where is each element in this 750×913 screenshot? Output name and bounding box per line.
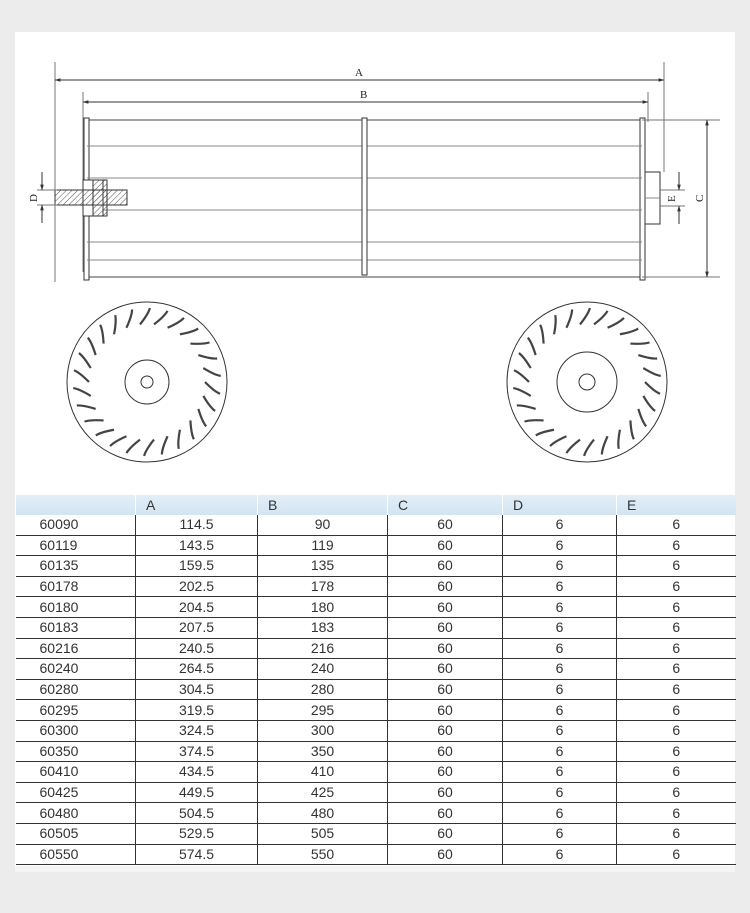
table-cell: 434.5	[136, 762, 258, 783]
impeller-blade	[536, 430, 554, 436]
table-cell: 60	[388, 700, 503, 721]
table-cell: 60	[388, 556, 503, 577]
column-header: E	[617, 495, 736, 515]
impeller-blade	[88, 338, 96, 355]
table-cell: 6	[617, 576, 736, 597]
table-cell: 574.5	[136, 844, 258, 865]
table-cell: 6	[617, 803, 736, 824]
table-cell: 350	[258, 741, 388, 762]
table-cell: 183	[258, 617, 388, 638]
table-cell: 6	[503, 823, 617, 844]
table-cell: 60	[388, 803, 503, 824]
table-cell: 324.5	[136, 720, 258, 741]
table-cell: 6	[617, 741, 736, 762]
table-cell: 216	[258, 638, 388, 659]
table-cell: 6	[617, 720, 736, 741]
table-row	[16, 576, 736, 597]
table-cell: 6	[503, 679, 617, 700]
impeller-blade	[79, 353, 91, 368]
table-cell: 159.5	[136, 556, 258, 577]
table-cell: 60	[388, 535, 503, 556]
table-cell: 6	[617, 659, 736, 680]
table-row	[16, 844, 736, 865]
table-cell: 480	[258, 803, 388, 824]
impeller-blade	[643, 396, 655, 411]
impeller-blade	[96, 430, 114, 436]
table-cell: 374.5	[136, 741, 258, 762]
table-cell: 60240	[16, 659, 136, 680]
impeller-blade	[110, 436, 126, 446]
table-cell: 60280	[16, 679, 136, 700]
impeller-blade	[566, 310, 572, 328]
dimension-b-label: B	[360, 89, 368, 101]
table-cell: 60	[388, 741, 503, 762]
table-cell: 60135	[16, 556, 136, 577]
column-header: C	[388, 495, 503, 515]
table-cell: 135	[258, 556, 388, 577]
table-body	[16, 515, 736, 865]
table-cell: 207.5	[136, 617, 258, 638]
table-cell: 6	[617, 823, 736, 844]
dimension-d	[28, 172, 57, 223]
table-cell: 60183	[16, 617, 136, 638]
table-row	[16, 720, 736, 741]
technical-drawing	[15, 32, 735, 492]
impeller-blade	[554, 315, 556, 334]
table-row	[16, 741, 736, 762]
impeller-blade	[630, 420, 633, 439]
table-cell: 550	[258, 844, 388, 865]
impeller-blade	[203, 368, 220, 376]
impeller-blade	[524, 420, 543, 421]
table-cell: 6	[503, 556, 617, 577]
table-cell: 6	[617, 535, 736, 556]
table-cell: 60119	[16, 535, 136, 556]
dimension-c-label: C	[694, 194, 706, 202]
table-cell: 60550	[16, 844, 136, 865]
table-cell: 264.5	[136, 659, 258, 680]
table-row	[16, 679, 736, 700]
impeller-blade	[517, 405, 536, 409]
impeller-blade	[178, 430, 180, 449]
table-cell: 6	[617, 638, 736, 659]
table-cell: 6	[617, 679, 736, 700]
table-row	[16, 782, 736, 803]
table-cell: 6	[503, 803, 617, 824]
table-cell: 60	[388, 679, 503, 700]
table-cell: 304.5	[136, 679, 258, 700]
table-cell: 60350	[16, 741, 136, 762]
table-cell: 202.5	[136, 576, 258, 597]
impeller-blade	[114, 315, 116, 334]
impeller-bore	[579, 374, 595, 390]
impeller-blade	[638, 355, 657, 359]
table-cell: 6	[503, 535, 617, 556]
impeller-blade	[73, 388, 90, 396]
table-cell: 60	[388, 823, 503, 844]
table-cell: 60180	[16, 597, 136, 618]
dimension-d-label: D	[28, 194, 40, 202]
table-row	[16, 700, 736, 721]
column-header: A	[136, 495, 258, 515]
impeller-blade	[540, 325, 543, 344]
dimension-e	[660, 172, 685, 224]
table-cell: 504.5	[136, 803, 258, 824]
table-cell: 60090	[16, 515, 136, 535]
impeller-blade	[566, 440, 580, 454]
impeller-blade	[198, 409, 206, 426]
impeller-blade	[528, 338, 536, 355]
impeller-blade	[77, 405, 96, 409]
impeller-blade	[168, 318, 184, 328]
bottom-band	[15, 866, 735, 872]
impeller-blade	[190, 342, 209, 343]
impeller-blade	[620, 329, 638, 335]
impeller-blade	[162, 436, 168, 454]
table-cell: 119	[258, 535, 388, 556]
column-header	[16, 495, 136, 515]
table-cell: 178	[258, 576, 388, 597]
table-cell: 6	[617, 782, 736, 803]
table-cell: 6	[617, 515, 736, 535]
impeller-blade	[608, 318, 624, 328]
dimension-e-label: E	[666, 195, 678, 202]
impeller-side-view	[55, 118, 660, 280]
impeller-rim	[67, 302, 227, 462]
table-cell: 319.5	[136, 700, 258, 721]
impeller-blade	[630, 342, 649, 343]
table-cell: 295	[258, 700, 388, 721]
impeller-blade	[594, 311, 608, 325]
table-cell: 6	[503, 617, 617, 638]
table-cell: 6	[503, 700, 617, 721]
impeller-front-view-right	[507, 302, 667, 462]
impeller-blade	[519, 353, 531, 368]
impeller-blade	[100, 325, 103, 344]
table-cell: 6	[617, 556, 736, 577]
impeller-front-view-left	[67, 302, 227, 462]
table-cell: 240.5	[136, 638, 258, 659]
table-cell: 143.5	[136, 535, 258, 556]
impeller-blade	[203, 396, 215, 411]
column-header: D	[503, 495, 617, 515]
table-cell: 60	[388, 782, 503, 803]
table-cell: 6	[503, 638, 617, 659]
table-cell: 60410	[16, 762, 136, 783]
impeller-blade	[190, 420, 193, 439]
table-cell: 6	[503, 597, 617, 618]
impeller-blade	[74, 370, 89, 382]
table-cell: 240	[258, 659, 388, 680]
table-row	[16, 803, 736, 824]
table-cell: 280	[258, 679, 388, 700]
table-cell: 60	[388, 720, 503, 741]
table-cell: 60	[388, 597, 503, 618]
table-cell: 60216	[16, 638, 136, 659]
table-cell: 90	[258, 515, 388, 535]
table-cell: 6	[503, 515, 617, 535]
table-cell: 60	[388, 659, 503, 680]
impeller-hub	[557, 352, 617, 412]
table-header-row	[16, 495, 736, 515]
impeller-blade	[84, 420, 103, 421]
table-cell: 60	[388, 638, 503, 659]
table-cell: 6	[617, 844, 736, 865]
table-cell: 204.5	[136, 597, 258, 618]
impeller-bore	[141, 376, 153, 388]
table-row	[16, 762, 736, 783]
impeller-blade	[205, 382, 220, 394]
table-cell: 6	[503, 782, 617, 803]
impeller-blade	[580, 308, 590, 324]
table-cell: 6	[503, 741, 617, 762]
table-cell: 6	[503, 762, 617, 783]
table-cell: 6	[617, 700, 736, 721]
table-row	[16, 556, 736, 577]
table-cell: 6	[503, 659, 617, 680]
impeller-rim	[507, 302, 667, 462]
table-row	[16, 638, 736, 659]
dimension-table	[15, 495, 736, 865]
table-cell: 60	[388, 617, 503, 638]
impeller-blade	[154, 311, 168, 325]
table-row	[16, 515, 736, 535]
table-row	[16, 617, 736, 638]
table-cell: 529.5	[136, 823, 258, 844]
table-cell: 410	[258, 762, 388, 783]
impeller-blade	[584, 440, 594, 456]
dimension-a-label: A	[355, 67, 363, 79]
table-cell: 60480	[16, 803, 136, 824]
table-cell: 60295	[16, 700, 136, 721]
table-cell: 425	[258, 782, 388, 803]
table-cell: 60	[388, 762, 503, 783]
table-row	[16, 597, 736, 618]
impeller-blade	[198, 355, 217, 359]
table-cell: 60	[388, 844, 503, 865]
table-cell: 60505	[16, 823, 136, 844]
table-cell: 6	[503, 576, 617, 597]
table-cell: 60	[388, 515, 503, 535]
impeller-blade	[643, 368, 660, 376]
table-cell: 505	[258, 823, 388, 844]
impeller-blade	[126, 310, 132, 328]
table-row	[16, 659, 736, 680]
impeller-blade	[618, 430, 620, 449]
table-cell: 60	[388, 576, 503, 597]
table-cell: 114.5	[136, 515, 258, 535]
impeller-hub	[125, 360, 169, 404]
table-cell: 180	[258, 597, 388, 618]
table-cell: 6	[617, 597, 736, 618]
table-cell: 60300	[16, 720, 136, 741]
table-cell: 6	[503, 720, 617, 741]
impeller-blade	[602, 436, 608, 454]
impeller-blade	[514, 370, 529, 382]
impeller-blade	[144, 440, 154, 456]
impeller-blade	[140, 308, 150, 324]
impeller-blade	[513, 388, 530, 396]
table-cell: 60425	[16, 782, 136, 803]
column-header: B	[258, 495, 388, 515]
table-row	[16, 535, 736, 556]
table-cell: 449.5	[136, 782, 258, 803]
impeller-blade	[180, 329, 198, 335]
table-cell: 6	[617, 617, 736, 638]
table-cell: 60178	[16, 576, 136, 597]
impeller-blade	[126, 440, 140, 454]
table-cell: 300	[258, 720, 388, 741]
impeller-blade	[645, 382, 660, 394]
impeller-blade	[550, 436, 566, 446]
table-cell: 6	[617, 762, 736, 783]
table-row	[16, 823, 736, 844]
impeller-blade	[638, 409, 646, 426]
table-cell: 6	[503, 844, 617, 865]
